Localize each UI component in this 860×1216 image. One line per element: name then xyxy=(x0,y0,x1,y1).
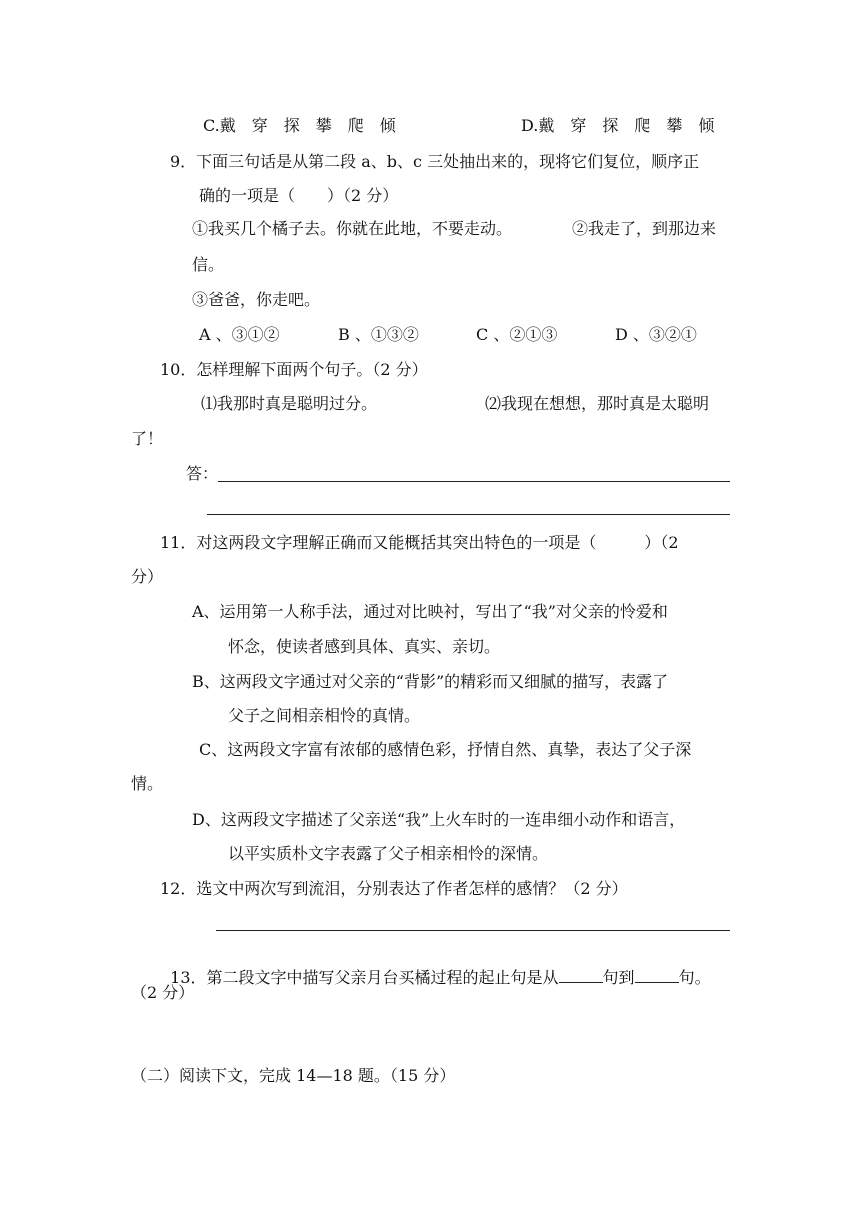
section-2-heading: （二）阅读下文，完成 14—18 题。（15 分） xyxy=(131,1066,456,1085)
q10-sentence-1: ⑴我那时真是聪明过分。 xyxy=(201,394,378,413)
q13-end-sentence-blank[interactable] xyxy=(635,968,679,983)
q11-option-b: B、这两段文字通过对父亲的“背影”的精彩而又细腻的描写，表露了 xyxy=(192,672,669,691)
q11-option-c: C、这两段文字富有浓郁的感情色彩，抒情自然、真挚，表达了父子深 xyxy=(199,740,692,759)
q13-stem-part-1: 13．第二段文字中描写父亲月台买橘过程的起止句是从 xyxy=(170,968,559,987)
q13-score: （2 分） xyxy=(131,983,195,1002)
q10-sentence-2: ⑵我现在想想，那时真是太聪明 xyxy=(485,394,710,413)
q9-option-d: D 、③②① xyxy=(615,325,697,344)
q10-answer-line-1[interactable] xyxy=(218,481,730,482)
q8-option-c: C.戴 穿 探 攀 爬 倾 xyxy=(203,116,396,135)
q9-sentence-3: ③爸爸，你走吧。 xyxy=(192,290,321,309)
q10-stem: 10．怎样理解下面两个句子。（2 分） xyxy=(160,360,428,379)
q11-option-c-continued: 情。 xyxy=(131,774,164,793)
q9-option-a: A 、③①② xyxy=(199,325,280,344)
q11-option-a-continued: 怀念，使读者感到具体、真实、亲切。 xyxy=(228,637,501,656)
q9-stem: 9．下面三句话是从第二段 a、b、c 三处抽出来的，现将它们复位，顺序正 xyxy=(170,152,700,171)
q11-option-d: D、这两段文字描述了父亲送“我”上火车时的一连串细小动作和语言， xyxy=(192,810,686,829)
q13-stem-part-2: 句到 xyxy=(602,968,635,987)
q11-option-a: A、运用第一人称手法，通过对比映衬，写出了“我”对父亲的怜爱和 xyxy=(192,602,668,621)
q11-stem-continued: 分） xyxy=(131,567,164,586)
q13-stem-part-3: 句。 xyxy=(678,968,711,987)
q8-option-d: D.戴 穿 探 爬 攀 倾 xyxy=(521,116,715,135)
q11-option-b-continued: 父子之间相亲相怜的真情。 xyxy=(228,706,421,725)
q10-sentence-2-continued: 了！ xyxy=(131,429,164,448)
q9-sentence-2: ②我走了，到那边来 xyxy=(572,219,717,238)
q9-sentence-2-continued: 信。 xyxy=(192,255,225,274)
q10-answer-label: 答： xyxy=(186,464,219,483)
q13-start-sentence-blank[interactable] xyxy=(559,968,603,983)
q10-answer-line-2[interactable] xyxy=(207,514,730,515)
q9-option-b: B 、①③② xyxy=(338,325,419,344)
q9-option-c: C 、②①③ xyxy=(476,325,558,344)
q11-stem: 11．对这两段文字理解正确而又能概括其突出特色的一项是（ ）（2 xyxy=(160,533,679,552)
q13-stem xyxy=(160,948,711,988)
q12-stem: 12．选文中两次写到流泪，分别表达了作者怎样的感情？（2 分） xyxy=(160,879,628,898)
q9-sentence-1: ①我买几个橘子去。你就在此地，不要走动。 xyxy=(192,219,513,238)
q12-answer-line[interactable] xyxy=(216,930,730,931)
q11-option-d-continued: 以平实质朴文字表露了父子相亲相怜的深情。 xyxy=(228,844,549,863)
q9-stem-continued: 确的一项是（ ）（2 分） xyxy=(199,186,399,205)
